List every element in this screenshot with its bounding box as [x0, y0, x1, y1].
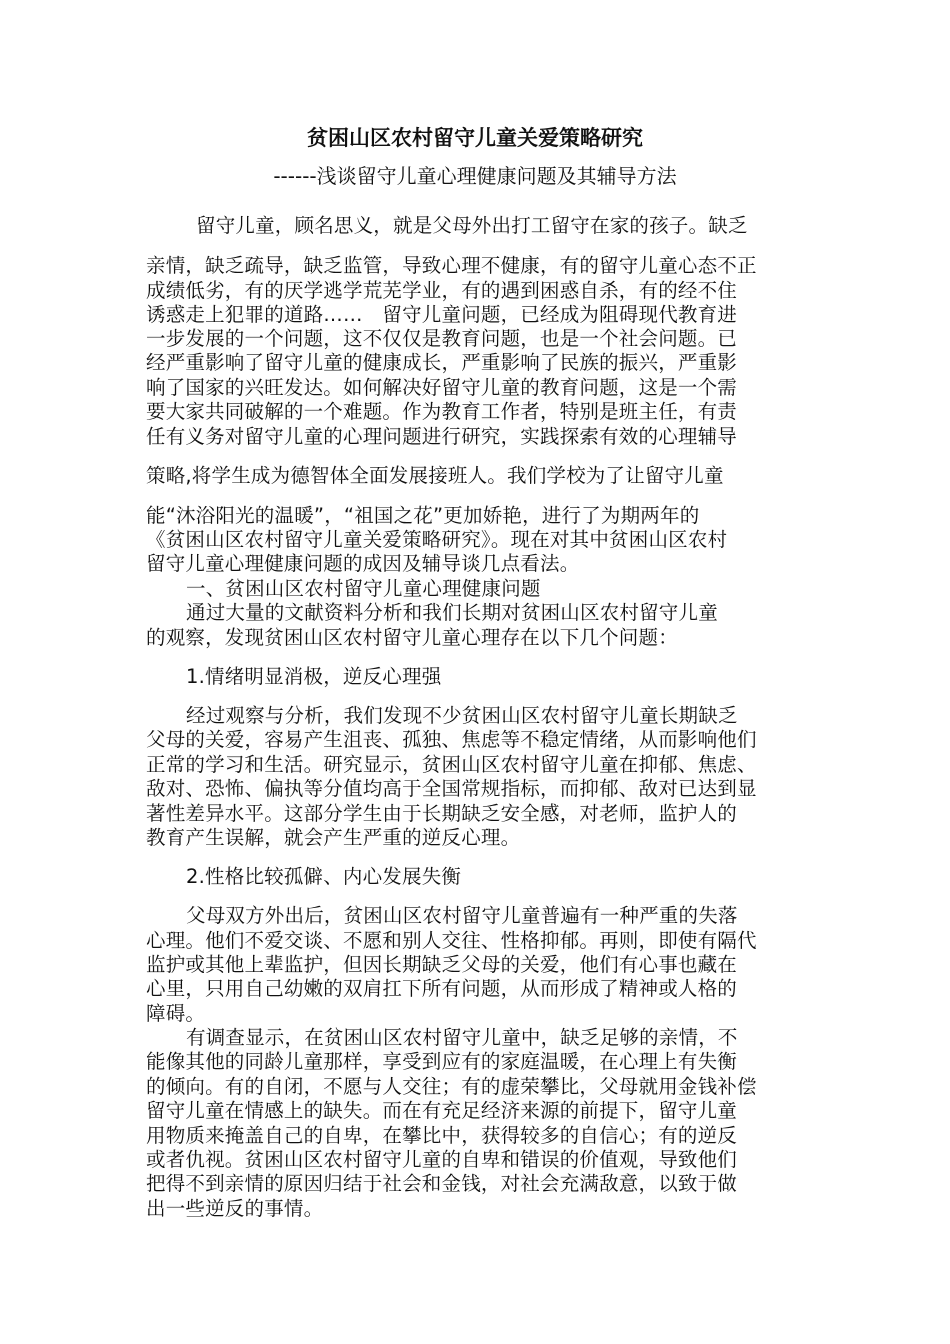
paragraph-line: 父母的关爱，容易产生沮丧、孤独、焦虑等不稳定情绪，从而影响他们: [146, 728, 757, 751]
paragraph-line: 留守儿童在情感上的缺失。而在有充足经济来源的前提下，留守儿童: [146, 1099, 738, 1122]
paragraph-line: 的观察，发现贫困山区农村留守儿童心理存在以下几个问题：: [146, 626, 678, 649]
subsection-heading: 1.情绪明显消极，逆反心理强: [186, 665, 442, 688]
paragraph-line: 《贫困山区农村留守儿童关爱策略研究》。现在对其中贫困山区农村: [146, 528, 728, 551]
paragraph-line: 能“沐浴阳光的温暖”，“祖国之花”更加娇艳，进行了为期两年的: [146, 504, 700, 527]
paragraph-line: 亲情，缺乏疏导，缺乏监管，导致心理不健康，有的留守儿童心态不正: [146, 254, 757, 277]
paragraph-line: 把得不到亲情的原因归结于社会和金钱，对社会充满敌意，以致于做: [146, 1172, 738, 1195]
paragraph-line: 的倾向。有的自闭，不愿与人交往；有的虚荣攀比，父母就用金钱补偿: [146, 1075, 757, 1098]
paragraph-line: 障碍。: [146, 1002, 206, 1025]
paragraph-line: 监护或其他上辈监护，但因长期缺乏父母的关爱，他们有心事也藏在: [146, 953, 738, 976]
paragraph-line: 响了国家的兴旺发达。如何解决好留守儿童的教育问题，这是一个需: [146, 376, 738, 399]
paragraph-line: 经严重影响了留守儿童的健康成长，严重影响了民族的振兴，严重影: [146, 351, 738, 374]
paragraph-line: 教育产生误解，就会产生严重的逆反心理。: [146, 826, 521, 849]
section-heading: 一、贫困山区农村留守儿童心理健康问题: [186, 577, 541, 600]
paragraph-line: 要大家共同破解的一个难题。作为教育工作者，特别是班主任，有责: [146, 400, 738, 423]
paragraph-line: 留守儿童，顾名思义，就是父母外出打工留守在家的孩子。缺乏: [196, 214, 748, 237]
paragraph-line: 一步发展的一个问题，这不仅仅是教育问题，也是一个社会问题。已: [146, 327, 738, 350]
paragraph-line: 能像其他的同龄儿童那样，享受到应有的家庭温暖，在心理上有失衡: [146, 1050, 738, 1073]
paragraph-line: 经过观察与分析，我们发现不少贫困山区农村留守儿童长期缺乏: [186, 704, 738, 727]
paragraph-line: 诱惑走上犯罪的道路…… 留守儿童问题，已经成为阻碍现代教育进: [146, 303, 738, 326]
paragraph-line: 著性差异水平。这部分学生由于长期缺乏安全感，对老师，监护人的: [146, 802, 738, 825]
paragraph-line: 成绩低劣，有的厌学逃学荒芜学业，有的遇到困惑自杀，有的经不住: [146, 279, 738, 302]
paragraph-line: 任有义务对留守儿童的心理问题进行研究，实践探索有效的心理辅导: [146, 425, 738, 448]
document-subtitle: ------浅谈留守儿童心理健康问题及其辅导方法: [273, 164, 677, 188]
document-title: 贫困山区农村留守儿童关爱策略研究: [307, 126, 643, 150]
paragraph-line: 通过大量的文献资料分析和我们长期对贫困山区农村留守儿童: [186, 601, 718, 624]
paragraph-line: 正常的学习和生活。研究显示，贫困山区农村留守儿童在抑郁、焦虑、: [146, 753, 757, 776]
paragraph-line: 有调查显示，在贫困山区农村留守儿童中，缺乏足够的亲情，不: [186, 1026, 738, 1049]
paragraph-line: 用物质来掩盖自己的自卑，在攀比中，获得较多的自信心；有的逆反: [146, 1124, 738, 1147]
paragraph-line: 策略,将学生成为德智体全面发展接班人。我们学校为了让留守儿童: [146, 464, 724, 487]
paragraph-line: 出一些逆反的事情。: [146, 1197, 324, 1220]
subsection-heading: 2.性格比较孤僻、内心发展失衡: [186, 865, 462, 888]
paragraph-line: 或者仇视。贫困山区农村留守儿童的自卑和错误的价值观，导致他们: [146, 1148, 738, 1171]
paragraph-line: 心里，只用自己幼嫩的双肩扛下所有问题，从而形成了精神或人格的: [146, 977, 738, 1000]
paragraph-line: 父母双方外出后，贫困山区农村留守儿童普遍有一种严重的失落: [186, 904, 738, 927]
paragraph-line: 心理。他们不爱交谈、不愿和别人交往、性格抑郁。再则，即使有隔代: [146, 929, 757, 952]
paragraph-line: 留守儿童心理健康问题的成因及辅导谈几点看法。: [146, 552, 580, 575]
paragraph-line: 敌对、恐怖、偏执等分值均高于全国常规指标，而抑郁、敌对已达到显: [146, 777, 757, 800]
